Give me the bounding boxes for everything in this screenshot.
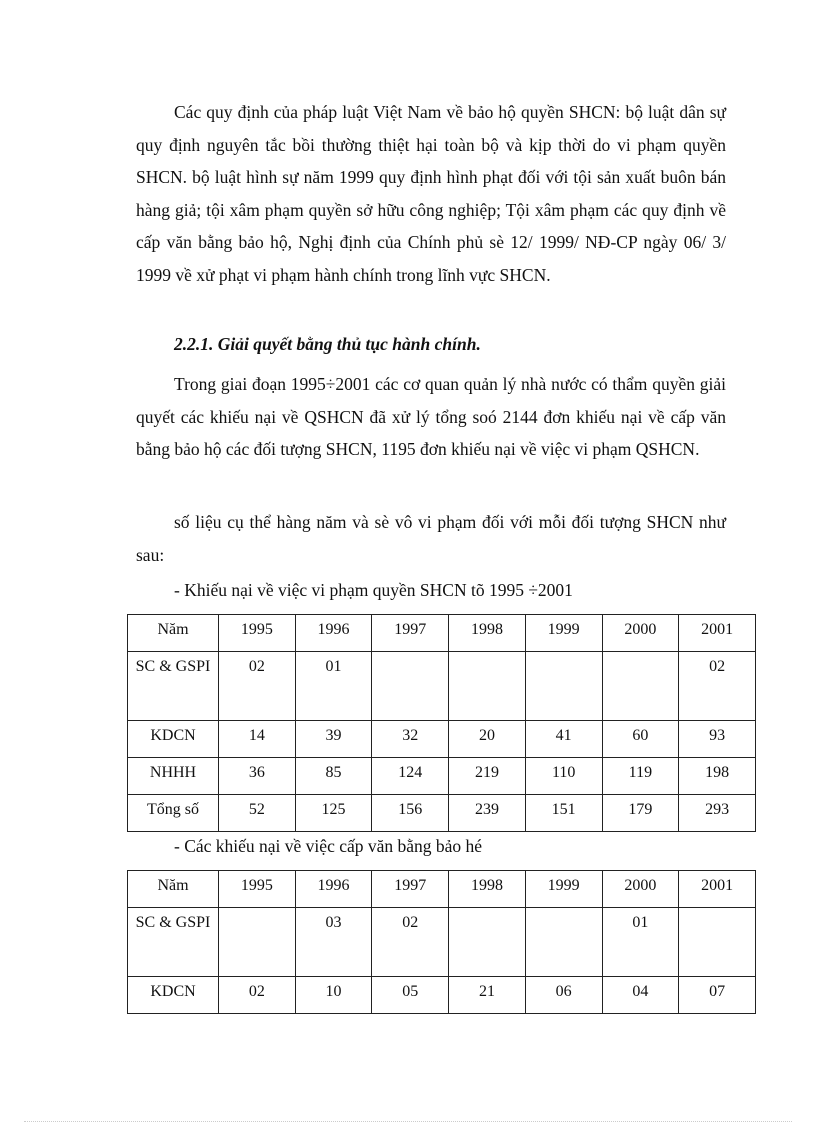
table-cell: 03 — [295, 908, 372, 977]
row-label: KDCN — [128, 721, 219, 758]
row-label: SC & GSPI — [128, 908, 219, 977]
header-cell: 1996 — [295, 615, 372, 652]
table-row — [128, 795, 756, 832]
table-row — [128, 908, 756, 977]
table-cell — [449, 652, 526, 721]
table-cell: 219 — [449, 758, 526, 795]
table-cell: 156 — [372, 795, 449, 832]
table-cell: 124 — [372, 758, 449, 795]
table-cell: 85 — [295, 758, 372, 795]
table-row — [128, 758, 756, 795]
header-cell: 1995 — [219, 871, 296, 908]
row-label: KDCN — [128, 977, 219, 1014]
table-header-row — [128, 615, 756, 652]
table-cell: 125 — [295, 795, 372, 832]
header-cell: 1996 — [295, 871, 372, 908]
grant-complaints-table — [127, 870, 756, 1014]
table-header-row — [128, 871, 756, 908]
table-cell: 02 — [219, 652, 296, 721]
table-row — [128, 721, 756, 758]
table-cell — [679, 908, 756, 977]
table-cell: 198 — [679, 758, 756, 795]
row-label: Tổng số — [128, 795, 219, 832]
table-cell: 32 — [372, 721, 449, 758]
table-cell — [602, 652, 679, 721]
table-cell: 21 — [449, 977, 526, 1014]
table-cell: 151 — [525, 795, 602, 832]
table-cell: 07 — [679, 977, 756, 1014]
table-cell: 119 — [602, 758, 679, 795]
table-cell: 14 — [219, 721, 296, 758]
header-cell: 1997 — [372, 615, 449, 652]
header-cell: 1998 — [449, 615, 526, 652]
table-cell: 36 — [219, 758, 296, 795]
table-cell: 06 — [525, 977, 602, 1014]
page-bottom-rule — [24, 1121, 792, 1122]
table-cell — [449, 908, 526, 977]
header-cell: 1995 — [219, 615, 296, 652]
table-cell: 60 — [602, 721, 679, 758]
table-cell: 04 — [602, 977, 679, 1014]
table-cell: 02 — [219, 977, 296, 1014]
header-cell: 2001 — [679, 615, 756, 652]
table-cell: 01 — [602, 908, 679, 977]
violation-complaints-table — [127, 614, 756, 832]
header-cell: 1998 — [449, 871, 526, 908]
table-cell: 01 — [295, 652, 372, 721]
table-cell: 110 — [525, 758, 602, 795]
stats-paragraph: số liệu cụ thể hàng năm và sè vô vi phạm đối với mỗi đối tượng SHCN như sau: — [136, 512, 726, 565]
table-cell — [525, 652, 602, 721]
table-cell: 02 — [679, 652, 756, 721]
header-cell: 1999 — [525, 871, 602, 908]
table-cell: 52 — [219, 795, 296, 832]
table-row — [128, 652, 756, 721]
period-paragraph: Trong giai đoạn 1995÷2001 các cơ quan quản lý nhà nước có thẩm quyền giải quyết các khiếu nại về QSHCN đã xử lý tổng soó 2144 đơn khiếu nại về cấp văn bằng bảo hộ các đối tượng SHCN, 1195 đơn khiếu nại về việc vi phạm QSHCN. — [136, 374, 726, 459]
row-label: NHHH — [128, 758, 219, 795]
table-row — [128, 977, 756, 1014]
section-heading: 2.2.1. Giải quyết bằng thủ tục hành chính. — [174, 334, 481, 354]
table-cell: 10 — [295, 977, 372, 1014]
intro-paragraph: Các quy định của pháp luật Việt Nam về bảo hộ quyền SHCN: bộ luật dân sự quy định nguyên tắc bồi thường thiệt hại toàn bộ và kịp thời do vi phạm quyền SHCN. bộ luật hình sự năm 1999 quy định hình phạt đối với tội sản xuất buôn bán hàng giả; tội xâm phạm quyền sở hữu công nghiệp; Tội xâm phạm các quy định về cấp văn bằng bảo hộ, Nghị định của Chính phủ sè 12/ 1999/ NĐ-CP ngày 06/ 3/ 1999 về xử phạt vi phạm hành chính trong lĩnh vực SHCN. — [136, 102, 726, 285]
table-cell: 179 — [602, 795, 679, 832]
table-cell: 05 — [372, 977, 449, 1014]
table-cell — [525, 908, 602, 977]
table-cell: 293 — [679, 795, 756, 832]
header-cell: 2000 — [602, 871, 679, 908]
table-cell: 02 — [372, 908, 449, 977]
table-cell: 93 — [679, 721, 756, 758]
header-cell: 1999 — [525, 615, 602, 652]
table-cell: 239 — [449, 795, 526, 832]
header-cell: 2001 — [679, 871, 756, 908]
table-cell — [372, 652, 449, 721]
table-cell — [219, 908, 296, 977]
header-cell: Năm — [128, 871, 219, 908]
header-cell: 2000 — [602, 615, 679, 652]
table2-caption: - Các khiếu nại về việc cấp văn bằng bảo hé — [174, 836, 483, 856]
header-cell: Năm — [128, 615, 219, 652]
header-cell: 1997 — [372, 871, 449, 908]
table-cell: 20 — [449, 721, 526, 758]
table-cell: 41 — [525, 721, 602, 758]
table1-caption: - Khiếu nại về việc vi phạm quyền SHCN tõ 1995 ÷2001 — [174, 580, 573, 600]
row-label: SC & GSPI — [128, 652, 219, 721]
table-cell: 39 — [295, 721, 372, 758]
